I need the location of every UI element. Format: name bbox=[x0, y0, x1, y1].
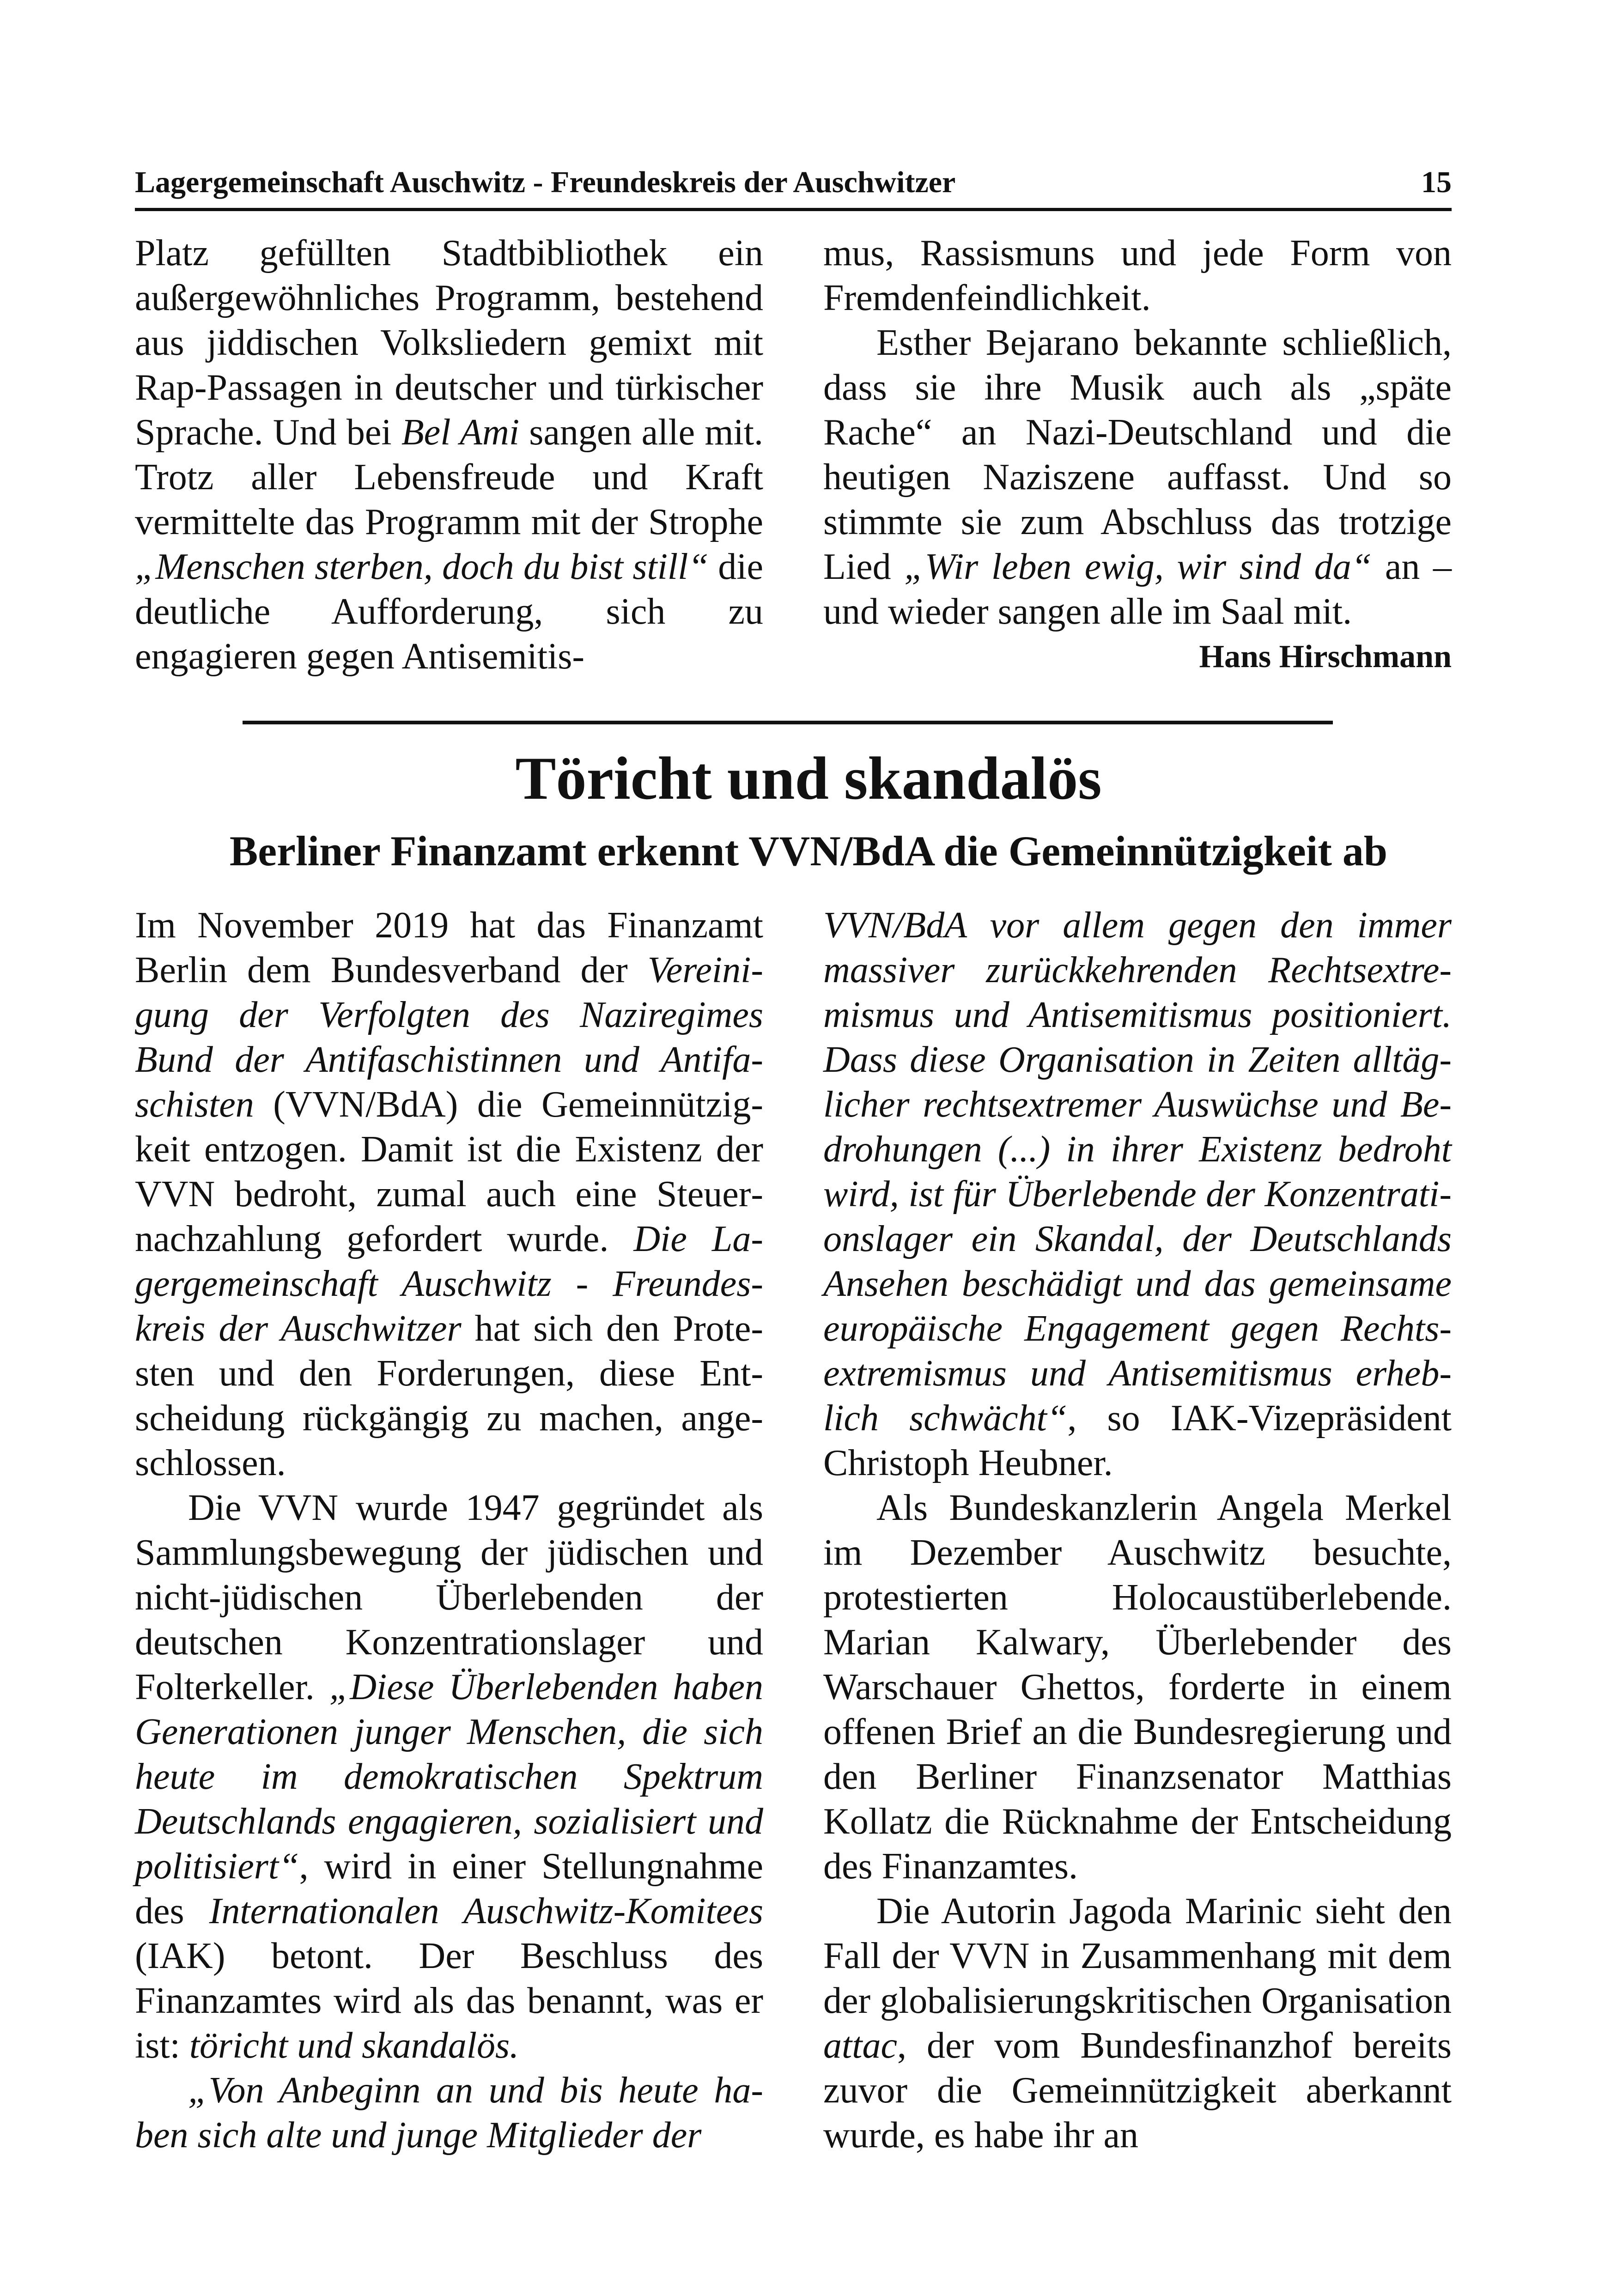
article-right-column bbox=[823, 903, 1452, 2158]
article-paragraph: VVN/BdA vor allem gegen den immer massiver zurückkehrenden Rechtsextremismus und Antisemitismus positioniert. Dass diese Organisation in Zeiten alltäglicher rechtsextremer Auswüchse und Bedrohungen (...) in ihrer Existenz bedroht wird, ist für Überlebende der Konzentrationslager ein Skandal, der Deutschlands Ansehen beschädigt und das gemeinsame europäische Engagement gegen Rechtsextremismus und Antisemitismus erheblich schwächt“, so IAK-Vizepräsident Christoph Heubner. bbox=[823, 905, 1452, 1483]
article-paragraph: Als Bundeskanzlerin Angela Merkel im Dezember Auschwitz besuchte, protestierten Holocaustüberlebende. Marian Kalwary, Überlebender des Warschauer Ghettos, forderte in einem offenen Brief an die Bundesregierung und den Berliner Finanzsenator Matthias Kollatz die Rücknahme der Entscheidung des Finanzamtes. bbox=[823, 1488, 1452, 1887]
prev-article-right-column bbox=[823, 231, 1452, 679]
article-paragraph: Die VVN wurde 1947 gegründet als Sammlungsbewegung der jüdischen und nicht-jüdischen Überlebenden der deutschen Konzentrationslager und Folterkeller. „Diese Überlebenden haben Generationen junger Menschen, die sich heute im demokratischen Spektrum Deutschlands engagieren, sozialisiert und politisiert“, wird in einer Stellungnahme des Internationalen Auschwitz-Komitees (IAK) betont. Der Beschluss des Finanzamtes wird als das benannt, was er ist: töricht und skandalös. bbox=[135, 1488, 764, 2066]
article-paragraph: Die Autorin Jagoda Marinic sieht den Fall der VVN in Zusammenhang mit dem der globalisierungskritischen Organisation attac, der vom Bundesfinanzhof bereits zuvor die Gemeinnützigkeit aberkannt wurde, es habe ihr an bbox=[823, 1891, 1452, 2156]
article-left-column bbox=[135, 903, 763, 2158]
article-paragraph: „Von Anbeginn an und bis heute haben sich alte und junge Mitglieder der bbox=[135, 2070, 763, 2156]
header-title: Lagergemeinschaft Auschwitz - Freundeskreis der Auschwitzer bbox=[135, 165, 956, 199]
prev-article-paragraph: Esther Bejarano bekannte schließlich, dass sie ihre Musik auch als „späte Rache“ an Nazi-Deutschland und die heutigen Naziszene auffasst. Und so stimmte sie zum Abschluss das trotzige Lied „Wir leben ewig, wir sind da“ an – und wieder sangen alle im Saal mit. bbox=[823, 322, 1452, 632]
prev-article-left-column bbox=[135, 231, 763, 679]
prev-article-paragraph: mus, Rassismuns und jede Form von Fremdenfeindlichkeit. bbox=[823, 233, 1452, 318]
article-headline: Töricht und skandalös bbox=[515, 744, 1102, 812]
author-signature: Hans Hirschmann bbox=[1199, 639, 1452, 674]
article-subtitle: Berliner Finanzamt erkennt VVN/BdA die Gemeinnützigkeit ab bbox=[229, 827, 1388, 875]
prev-article-paragraph: Platz gefüllten Stadtbibliothek ein außergewöhnliches Programm, bestehend aus jiddischen Volksliedern gemixt mit Rap-Passagen in deutscher und türkischer Sprache. Und bei Bel Ami sangen alle mit. Trotz aller Lebensfreude und Kraft vermittelte das Programm mit der Strophe „Menschen sterben, doch du bist still“ die deutliche Aufforderung, sich zu engagieren gegen Antisemitis- bbox=[135, 233, 764, 677]
header-rule bbox=[135, 208, 1452, 211]
running-header bbox=[135, 164, 1452, 215]
article-paragraph: Im November 2019 hat das Finanzamt Berlin dem Bundesverband der Vereinigung der Verfolgten des Naziregimes Bund der Antifaschistinnen und Antifaschisten (VVN/BdA) die Gemeinnützigkeit entzogen. Damit ist die Existenz der VVN bedroht, zumal auch eine Steuernachzahlung gefordert wurde. Die Lagergemeinschaft Auschwitz - Freundeskreis der Auschwitzer hat sich den Protesten und den Forderungen, diese Entscheidung rückgängig zu machen, angeschlossen. bbox=[135, 905, 764, 1483]
page-number: 15 bbox=[1421, 165, 1452, 199]
article-separator bbox=[243, 721, 1333, 724]
